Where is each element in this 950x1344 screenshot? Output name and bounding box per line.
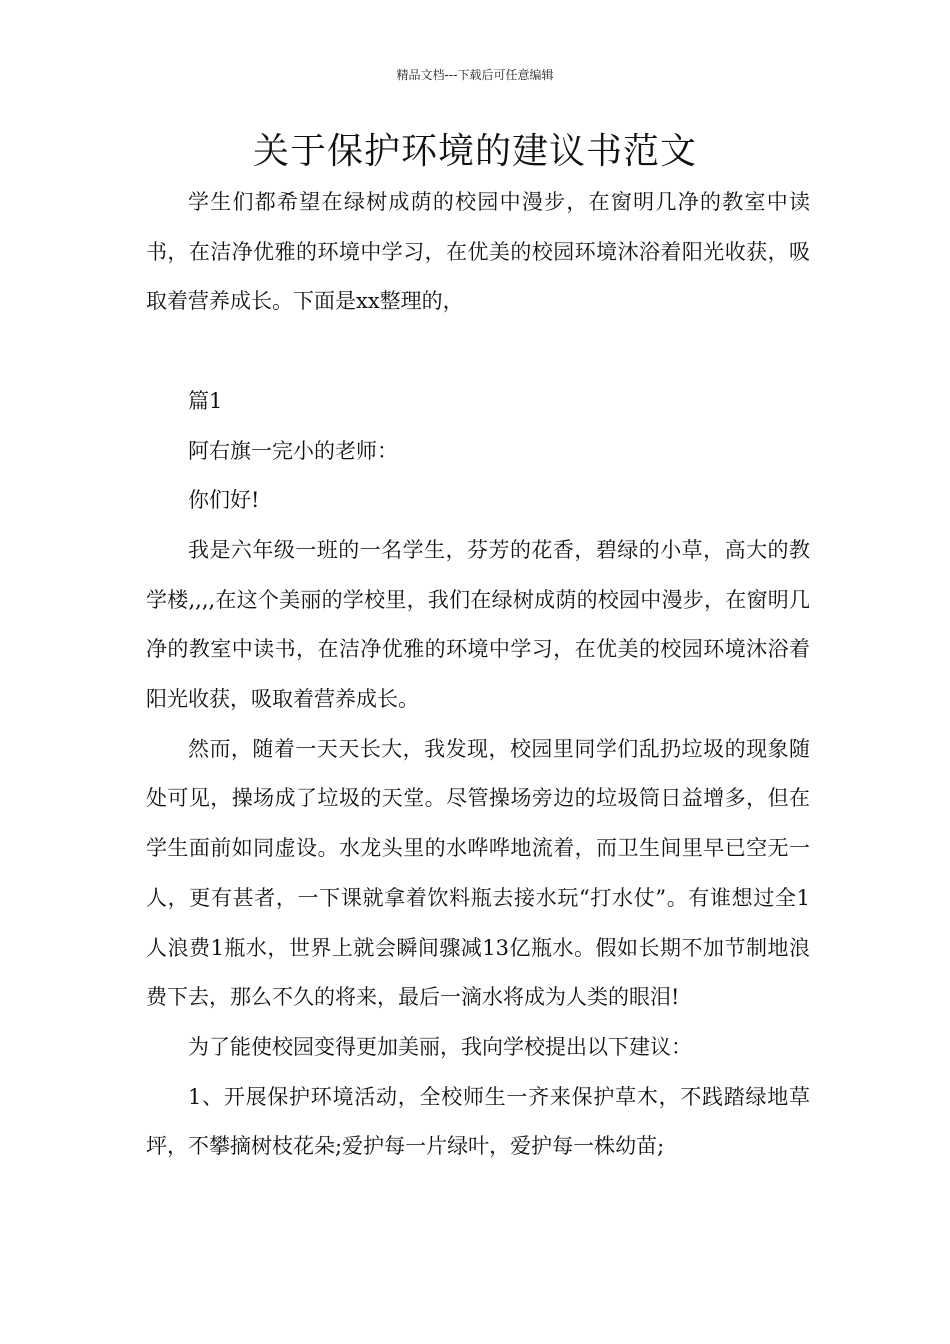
header-note: 精品文档---下载后可任意编辑 (396, 68, 554, 82)
greeting: 你们好! (188, 488, 260, 513)
suggestion-item: 1、开展保护环境活动，全校师生一齐来保护草木，不践踏绿地草坪，不攀摘树枝花朵;爱护每一片绿叶，爱护每一株幼苗; (146, 1084, 810, 1159)
salutation: 阿右旗一完小的老师： (188, 438, 398, 463)
intro-paragraph: 学生们都希望在绿树成荫的校园中漫步，在窗明几净的教室中读书，在洁净优雅的环境中学习，在优美的校园环境沐浴着阳光收获，吸取着营养成长。下面是xx整理的， (146, 190, 810, 314)
body-paragraph: 为了能使校园变得更加美丽，我向学校提出以下建议： (188, 1034, 692, 1059)
blank-line (146, 327, 810, 377)
document-body (146, 178, 810, 1172)
body-paragraph: 然而，随着一天天长大，我发现，校园里同学们乱扔垃圾的现象随处可见，操场成了垃圾的天堂。尽管操场旁边的垃圾筒日益增多，但在学生面前如同虚设。水龙头里的水哗哗地流着，而卫生间里早已空无一人，更有甚者，一下课就拿着饮料瓶去接水玩“打水仗”。有谁想过全1人浪费1瓶水，世界上就会瞬间骤减13亿瓶水。假如长期不加节制地浪费下去，那么不久的将来，最后一滴水将成为人类的眼泪! (146, 736, 810, 1010)
body-paragraph: 我是六年级一班的一名学生，芬芳的花香，碧绿的小草，高大的教学楼,,,,在这个美丽的学校里，我们在绿树成荫的校园中漫步，在窗明几净的教室中读书，在洁净优雅的环境中学习，在优美的校园环境沐浴着阳光收获，吸取着营养成长。 (146, 537, 810, 712)
section-label: 篇1 (188, 388, 223, 413)
document-title: 关于保护环境的建议书范文 (252, 131, 697, 172)
